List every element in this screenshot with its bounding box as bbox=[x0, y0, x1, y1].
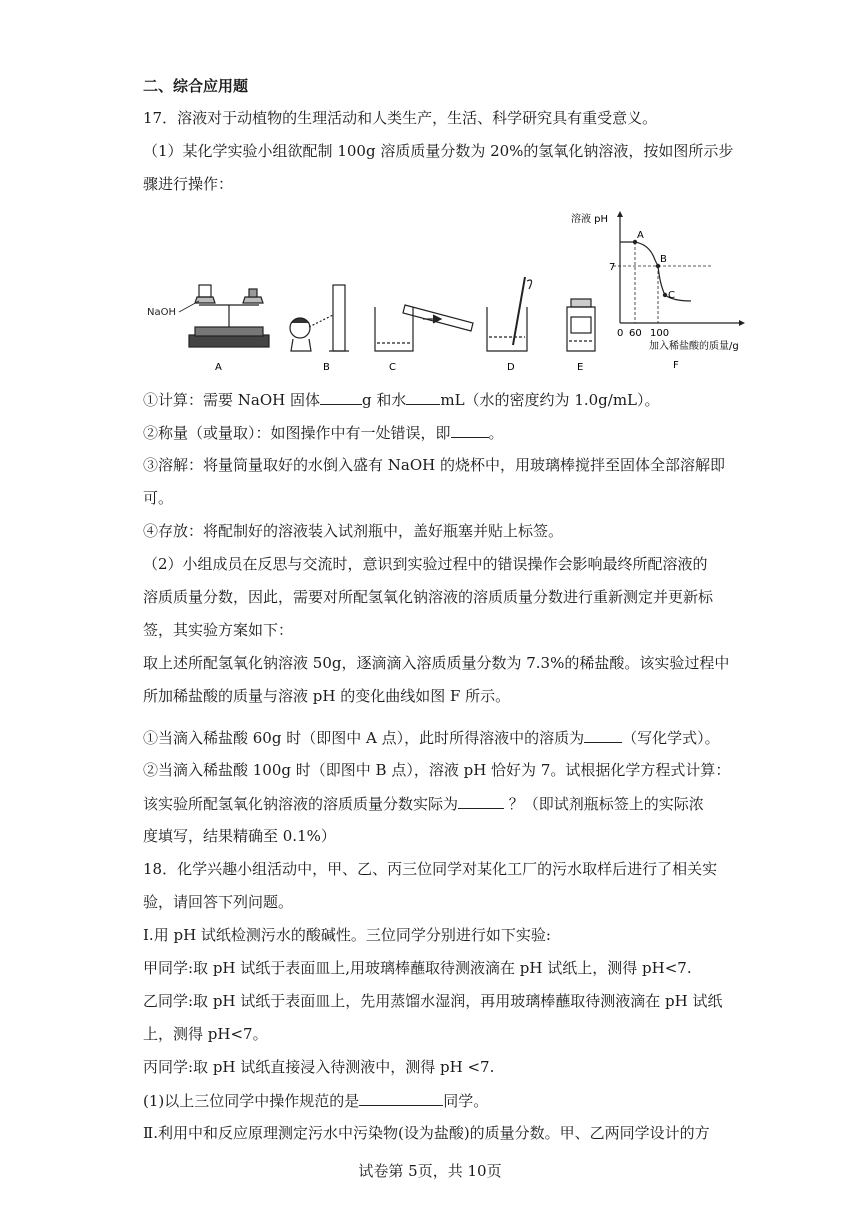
step4-line: ④存放：将配制好的溶液装入试剂瓶中，盖好瓶塞并贴上标签。 bbox=[143, 522, 564, 540]
q18-q1-line bbox=[143, 1090, 488, 1111]
page-footer: 试卷第 5页，共 10页 bbox=[358, 1162, 502, 1180]
q18-part2: Ⅱ.利用中和反应原理测定污水中污染物(设为盐酸)的质量分数。甲、乙两同学设计的方 bbox=[143, 1124, 710, 1142]
label-e: E bbox=[577, 362, 584, 373]
plan-line2: 所加稀盐酸的质量与溶液 pH 的变化曲线如图 F 所示。 bbox=[143, 687, 511, 705]
q17-intro: 17．溶液对于动植物的生理活动和人类生产，生活、科学研究具有重受意义。 bbox=[143, 109, 658, 127]
step2-text-b: 。 bbox=[488, 424, 504, 442]
graph-x-tick-100: 100 bbox=[650, 328, 670, 339]
q18-yi-line1: 乙同学:取 pH 试纸于表面皿上，先用蒸馏水湿润，再用玻璃棒蘸取待测液滴在 pH 试纸 bbox=[143, 992, 723, 1010]
sub2-text-b: ？（即试剂瓶标签上的实际浓 bbox=[504, 795, 704, 813]
step2-text-a: ②称量（或量取）：如图操作中有一处错误，即 bbox=[143, 424, 451, 442]
q17-part1-line1: （1）某化学实验小组欲配制 100g 溶质质量分数为 20%的氢氧化钠溶液，按如图所示步 bbox=[143, 142, 734, 160]
label-a: A bbox=[215, 362, 222, 373]
step3-line2: 可。 bbox=[143, 489, 174, 507]
naoh-label: NaOH bbox=[147, 307, 176, 318]
section-title: 二、综合应用题 bbox=[143, 77, 249, 95]
graph-y-tick: 7 bbox=[609, 262, 616, 273]
pouring-illustration bbox=[375, 305, 473, 351]
q18-part1: Ⅰ.用 pH 试纸检测污水的酸碱性。三位同学分别进行如下实验: bbox=[143, 926, 551, 944]
step1-text-a: ①计算：需要 NaOH 固体 bbox=[143, 391, 320, 409]
q18-line2: 验，请回答下列问题。 bbox=[143, 893, 294, 911]
q17-part2-line1: （2）小组成员在反思与交流时，意识到实验过程中的错误操作会影响最终所配溶液的 bbox=[143, 555, 708, 573]
step1-line bbox=[143, 389, 660, 410]
q18-line1: 18．化学兴趣小组活动中，甲、乙、丙三位同学对某化工厂的污水取样后进行了相关实 bbox=[143, 860, 718, 878]
cylinder-reading-illustration bbox=[290, 285, 349, 351]
graph-ylabel: 溶液 pH bbox=[571, 214, 609, 225]
q17-part2-line2: 溶质质量分数，因此，需要对所配氢氧化钠溶液的溶质质量分数进行重新测定并更新标 bbox=[143, 588, 714, 606]
balance-illustration bbox=[179, 285, 269, 347]
step3-line1: ③溶解：将量筒量取好的水倒入盛有 NaOH 的烧杯中，用玻璃棒搅拌至固体全部溶解即 bbox=[143, 456, 725, 474]
step1-text-c: mL（水的密度约为 1.0g/mL）。 bbox=[440, 391, 660, 409]
plan-line1: 取上述所配氢氧化钠溶液 50g，逐滴滴入溶质质量分数为 7.3%的稀盐酸。该实验过程中 bbox=[143, 654, 730, 672]
stirring-illustration bbox=[487, 277, 532, 351]
water-volume-blank[interactable] bbox=[406, 389, 440, 405]
solute-formula-blank[interactable] bbox=[584, 727, 622, 743]
sub2-line2 bbox=[143, 793, 704, 814]
graph-point-a: A bbox=[637, 230, 644, 241]
q18-jia: 甲同学:取 pH 试纸于表面皿上,用玻璃棒蘸取待测液滴在 pH 试纸上，测得 pH<7. bbox=[143, 959, 692, 977]
sub2-line3: 度填写，结果精确至 0.1%） bbox=[143, 827, 336, 845]
q18-q1-text-b: 同学。 bbox=[443, 1092, 489, 1110]
reagent-bottle-illustration bbox=[567, 299, 595, 351]
graph-point-b: B bbox=[660, 254, 667, 265]
q18-bing: 丙同学:取 pH 试纸直接浸入待测液中，测得 pH <7. bbox=[143, 1058, 495, 1076]
sub1-text-b: （写化学式）。 bbox=[622, 729, 720, 747]
q17-part2-line3: 签，其实验方案如下： bbox=[143, 621, 294, 639]
graph-xlabel: 加入稀盐酸的质量/g bbox=[649, 341, 739, 352]
graph-point-c: C bbox=[668, 290, 675, 301]
ph-graph bbox=[613, 211, 745, 326]
q17-part1-line2: 骤进行操作： bbox=[143, 175, 234, 193]
mass-fraction-blank[interactable] bbox=[458, 793, 504, 809]
graph-x-tick-60: 60 bbox=[629, 328, 642, 339]
sub1-line bbox=[143, 727, 720, 748]
step2-line bbox=[143, 422, 504, 443]
label-f: F bbox=[673, 360, 679, 371]
label-c: C bbox=[389, 362, 396, 373]
naoh-mass-blank[interactable] bbox=[320, 389, 362, 405]
experiment-figure bbox=[143, 205, 763, 375]
sub2-line1: ②当滴入稀盐酸 100g 时（即图中 B 点），溶液 pH 恰好为 7。试根据化学方程式计算： bbox=[143, 761, 731, 779]
graph-x-tick-0: 0 bbox=[617, 328, 624, 339]
standard-student-blank[interactable] bbox=[359, 1090, 443, 1106]
sub2-text-a: 该实验所配氢氧化钠溶液的溶质质量分数实际为 bbox=[143, 795, 459, 813]
label-d: D bbox=[507, 362, 515, 373]
label-b: B bbox=[323, 362, 330, 373]
q18-q1-text-a: (1)以上三位同学中操作规范的是 bbox=[143, 1092, 360, 1110]
sub1-text-a: ①当滴入稀盐酸 60g 时（即图中 A 点），此时所得溶液中的溶质为 bbox=[143, 729, 585, 747]
q18-yi-line2: 上，测得 pH<7。 bbox=[143, 1025, 268, 1043]
error-operation-blank[interactable] bbox=[451, 422, 489, 438]
step1-text-b: g 和水 bbox=[361, 391, 407, 409]
